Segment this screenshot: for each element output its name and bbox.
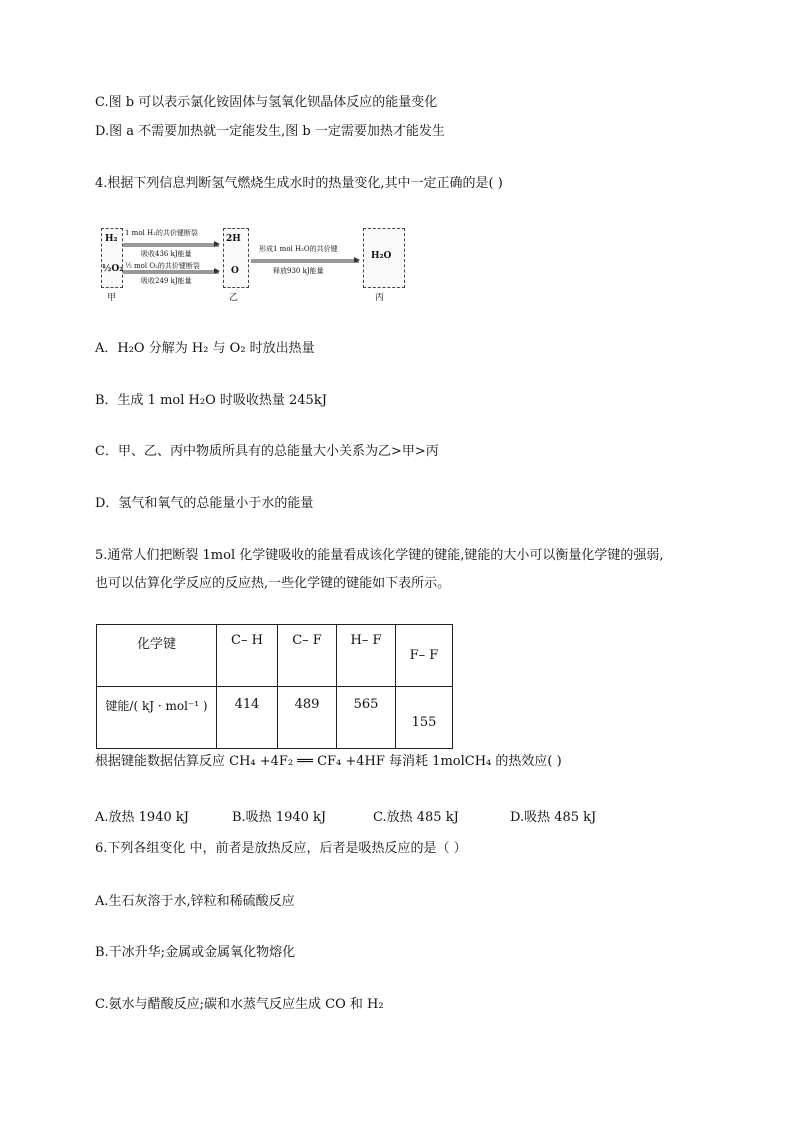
table-header-row	[97, 625, 453, 687]
table-value-ch: 414	[217, 687, 278, 749]
arrow1-bottom-label: 吸收436 kJ能量	[141, 250, 192, 258]
yi-o: O	[231, 266, 239, 276]
table-bond-hf: H– F	[337, 625, 396, 687]
jia-h2: H₂	[105, 234, 118, 244]
table-value-ff: 155	[396, 687, 453, 749]
table-header-label: 化学键	[97, 625, 217, 687]
table-bond-ch: C– H	[217, 625, 278, 687]
table-bond-cf: C– F	[278, 625, 337, 687]
q4-option-b: B．生成 1 mol H₂O 时吸收热量 245kJ	[95, 393, 327, 408]
q5-question: 根据键能数据估算反应 CH₄ +4F₂ ══ CF₄ +4HF 每消耗 1molCH₄ 的热效应( )	[95, 754, 562, 769]
bing-label: 丙	[375, 293, 385, 303]
q4-option-d: D．氢气和氧气的总能量小于水的能量	[95, 496, 314, 511]
arrow2-bottom-label: 吸收249 kJ能量	[141, 277, 192, 285]
energy-diagram	[101, 224, 411, 304]
table-row-label: 键能/( kJ · mol⁻¹ )	[97, 687, 217, 749]
table-value-cf: 489	[278, 687, 337, 749]
q4-option-a: A．H₂O 分解为 H₂ 与 O₂ 时放出热量	[95, 341, 315, 356]
q5-choice-b: B.吸热 1940 kJ	[232, 810, 327, 825]
arrow3-bottom-label: 释放930 kJ能量	[273, 267, 324, 275]
q6-stem: 6.下列各组变化 中，前者是放热反应，后者是吸热反应的是（ ）	[95, 841, 467, 856]
table-bond-ff: F– F	[396, 625, 453, 687]
q4-stem: 4.根据下列信息判断氢气燃烧生成水时的热量变化,其中一定正确的是( )	[95, 176, 503, 191]
jia-label: 甲	[107, 293, 117, 303]
table-value-row	[97, 687, 453, 749]
yi-2h: 2H	[226, 234, 241, 244]
q3-option-d: D.图 a 不需要加热就一定能发生,图 b 一定需要加热才能发生	[95, 124, 445, 139]
q6-option-c: C.氨水与醋酸反应;碳和水蒸气反应生成 CO 和 H₂	[95, 997, 384, 1012]
bing-h2o: H₂O	[371, 251, 392, 261]
arrow2-top-label: ½ mol O₂的共价键断裂	[125, 262, 200, 270]
q3-option-c: C.图 b 可以表示氯化铵固体与氢氧化钡晶体反应的能量变化	[95, 95, 438, 110]
jia-o2: ½O₂	[102, 264, 124, 274]
q5-stem-line2: 也可以估算化学反应的反应热,一些化学键的键能如下表所示。	[95, 576, 451, 591]
q6-option-a: A.生石灰溶于水,锌粒和稀硫酸反应	[95, 894, 295, 909]
table-value-hf: 565	[337, 687, 396, 749]
q4-option-c: C．甲、乙、丙中物质所具有的总能量大小关系为乙>甲>丙	[95, 444, 439, 459]
q5-choice-d: D.吸热 485 kJ	[510, 810, 597, 825]
arrow1-top-label: 1 mol H₂的共价键断裂	[125, 229, 198, 237]
bond-energy-table	[96, 624, 453, 749]
yi-label: 乙	[229, 293, 239, 303]
q5-choice-c: C.放热 485 kJ	[373, 810, 459, 825]
q5-stem-line1: 5.通常人们把断裂 1mol 化学键吸收的能量看成该化学键的键能,键能的大小可以衡量化学键的强弱,	[95, 548, 664, 563]
q6-option-b: B.干冰升华;金属或金属氧化物熔化	[95, 945, 296, 960]
arrow3-top-label: 形成1 mol H₂O的共价键	[259, 245, 338, 253]
q5-choice-a: A.放热 1940 kJ	[95, 810, 189, 825]
